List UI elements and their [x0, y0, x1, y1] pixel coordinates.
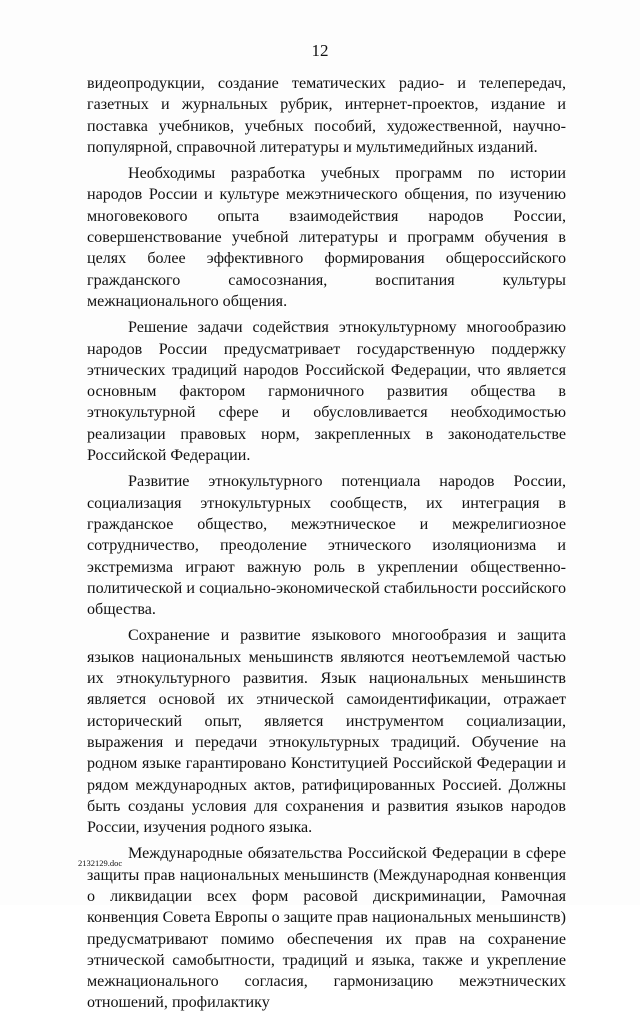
- footer-file-code: 2132129.doc: [78, 858, 123, 868]
- paragraph-2: Необходимы разработка учебных программ по истории народов России и культуре межэтнического общения, по изучению многовекового опыта взаимодействия народов России, совершенствование учебной литературы и программ обучения в целях более эффективного формирования общероссийского гражданского самосознания, воспитания культуры межнационального общения.: [87, 165, 566, 310]
- page-number: 12: [311, 41, 329, 60]
- paragraph-4: Развитие этнокультурного потенциала народов России, социализация этнокультурных сообществ, их интеграция в гражданское общество, межэтническое и межрелигиозное сотрудничество, преодоление этнического изоляционизма и экстремизма играют важную роль в укреплении общественно-политической и социально-экономической стабильности российского общества.: [87, 473, 566, 619]
- paragraph-3: Решение задачи содействия этнокультурному многообразию народов России предусматривает государственную поддержку этнических традиций народов Российской Федерации, что является основным фактором гармоничного развития общества в этнокультурной сфере и обусловливается необходимостью реализации правовых норм, закрепленных в законодательстве Российской Федерации.: [87, 319, 566, 465]
- document-body: [87, 73, 566, 1014]
- paragraph-1: видеопродукции, создание тематических радио- и телепередач, газетных и журнальных рубрик, интернет-проектов, издание и поставка учебников, учебных пособий, художественной, научно-популярной, справочной литературы и мультимедийных изданий.: [87, 75, 566, 156]
- paragraph-6: Международные обязательства Российской Федерации в сфере защиты прав национальных меньшинств (Международная конвенция о ликвидации всех форм расовой дискриминации, Рамочная конвенция Совета Европы о защите прав национальных меньшинств) предусматривают помимо обеспечения их прав на сохранение этнической самобытности, традиций и языка, также и укрепление межнационального согласия, гармонизацию межэтнических отношений, профилактику: [87, 845, 566, 1012]
- paragraph-5: Сохранение и развитие языкового многообразия и защита языков национальных меньшинств являются неотъемлемой частью их этнокультурного развития. Язык национальных меньшинств является основой их этнической самоидентификации, отражает исторический опыт, является инструментом социализации, выражения и передачи этнокультурных традиций. Обучение на родном языке гарантировано Конституцией Российской Федерации и рядом международных актов, ратифицированных Россией. Должны быть созданы условия для сохранения и развития языков народов России, изучения родного языка.: [87, 627, 566, 837]
